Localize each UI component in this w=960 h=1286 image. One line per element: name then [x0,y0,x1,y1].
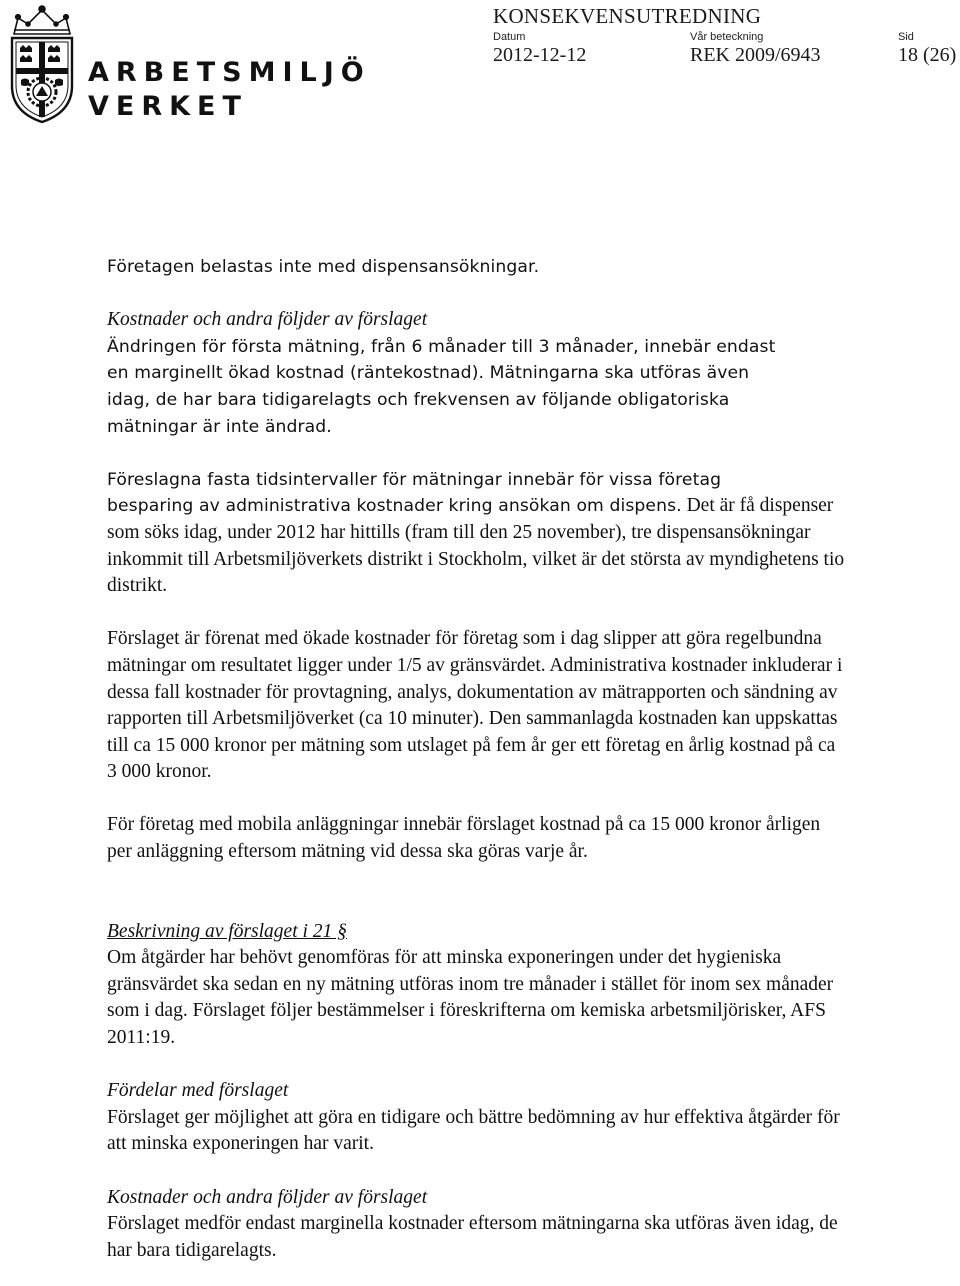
costs-para2-line1: Föreslagna fasta tidsintervaller för mätningar innebär för vissa företag [107,469,722,490]
costs2-para: Förslaget medför endast marginella kostnader eftersom mätningarna ska utföras även idag, de har bara tidigarelagts. [107,1213,838,1261]
description-para: Om åtgärder har behövt genomföras för att minska exponeringen under det hygieniska gränsvärdet ska sedan en ny mätning utföras inom tre månader i stället för inom sex månader som i dag. Förslaget följer bestämmelser i föreskrifterna om kemiska arbetsmiljörisker, AFS 2011:19. [107,947,834,1049]
costs-para1-line4: mätningar är inte ändrad. [107,416,332,437]
section-heading-description: Beskrivning av förslaget i 21 § [107,920,347,942]
agency-name [88,56,371,124]
section-heading-costs: Kostnader och andra följder av förslaget [107,309,428,331]
costs-para1-line3: idag, de har bara tidigarelagts och frekvensen av följande obligatoriska [107,389,730,410]
document-type: KONSEKVENSUTREDNING [493,4,762,28]
costs-para2-serif: Det är få dispenser som söks idag, under 2012 har hittills (fram till den 25 november), tre dispensansökningar inkommit till Arbetsmiljöverkets distrikt i Stockholm, vilket är det största av myndighetens tio distrikt. [107,495,845,597]
reference-label: Vår beteckning [690,31,764,43]
agency-line-2: VERKET [88,91,248,122]
costs-para4: För företag med mobila anläggningar innebär förslaget kostnad på ca 15 000 kronor årligen per anläggning eftersom mätning vid dessa ska göras varje år. [107,814,821,863]
costs-para2-rest [107,493,847,599]
page-number: 18 (26) [898,44,957,66]
date-value: 2012-12-12 [493,44,587,66]
swedish-coat-of-arms-icon [4,4,80,124]
costs-para3: Förslaget är förenat med ökade kostnader för företag som i dag slipper att göra regelbundna mätningar om resultatet ligger under 1/5 av gränsvärdet. Administrativa kostnader inkluderar i dessa fall kostnader för provtagning, analys, dokumentation av mätrapporten och sändning av rapporten till Arbetsmiljöverket (ca 10 minuter). Den sammanlagda kostnaden kan uppskattas till ca 15 000 kronor per mätning som utslaget på fem år ger ett företag en årlig kostnad på ca 3 000 kronor. [107,628,843,783]
costs-para1-line1: Ändringen för första mätning, från 6 månader till 3 månader, innebär endast [107,336,776,357]
costs-para2-sans: besparing av administrativa kostnader kring ansökan om dispens. [107,496,682,517]
date-label: Datum [493,31,526,43]
section-heading-advantages: Fördelar med förslaget [107,1080,289,1102]
page-label: Sid [898,31,914,43]
agency-line-1: ARBETSMILJÖ [88,57,371,88]
reference-value: REK 2009/6943 [690,44,821,66]
advantages-para: Förslaget ger möjlighet att göra en tidigare och bättre bedömning av hur effektiva åtgärder för att minska exponeringen har varit. [107,1106,840,1155]
section-heading-costs-2: Kostnader och andra följder av förslaget [107,1186,428,1208]
intro-paragraph: Företagen belastas inte med dispensansökningar. [107,257,540,277]
costs-para1-line2: en marginellt ökad kostnad (räntekostnad). Mätningarna ska utföras även [107,363,750,384]
document-body [107,254,847,1264]
